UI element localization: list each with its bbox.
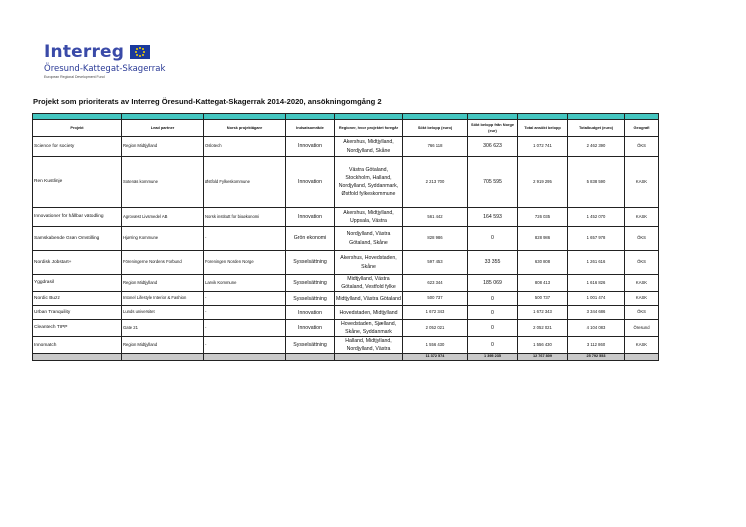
cell-norge: 0 (468, 320, 518, 337)
cell-geo: KASK (625, 157, 659, 208)
cell-total: 2 052 021 (518, 320, 568, 337)
cell-omrade: Innovation (286, 157, 335, 208)
cell-sokt: 2 213 700 (403, 157, 468, 208)
cell-norge: 705 595 (468, 157, 518, 208)
cell-omrade: Grön ekonomi (286, 227, 335, 251)
col-norsk-projektagare: Norsk projektägare (204, 120, 286, 137)
cell-total: 1 672 343 (518, 306, 568, 320)
cell-norge: 0 (468, 337, 518, 354)
cell-budget: 1 657 978 (568, 227, 625, 251)
logo-wordmark: Interreg (44, 42, 125, 62)
total-norge: 1 395 235 (468, 354, 518, 361)
cell-budget: 3 344 686 (568, 306, 625, 320)
cell-sokt: 828 986 (403, 227, 468, 251)
cell-sokt: 1 672 343 (403, 306, 468, 320)
page-title: Projekt som prioriterats av Interreg Öresund-Kattegat-Skagerrak 2014-2020, ansökningomgång 2 (33, 97, 382, 106)
cell-regioner: Akershus, Midtjylland, Uppsala, Västra (335, 208, 403, 227)
cell-total: 2 919 295 (518, 157, 568, 208)
cell-norsk: Foreningen Norden Norge (204, 251, 286, 275)
cell-geo: KASK (625, 275, 659, 292)
cell-geo: KASK (625, 292, 659, 306)
cell-norge: 164 593 (468, 208, 518, 227)
cell-geo: Öresund (625, 320, 659, 337)
cell-regioner: Halland, Midtjylland, Nordjylland, Västra (335, 337, 403, 354)
cell-total: 1 556 430 (518, 337, 568, 354)
cell-lead: Sotenäs kommune (122, 157, 204, 208)
total-ansokt: 12 767 809 (518, 354, 568, 361)
cell-total: 726 035 (518, 208, 568, 227)
cell-geo: ÖKS (625, 306, 659, 320)
cell-norsk: Larvik Kommune (204, 275, 286, 292)
interreg-logo (44, 42, 164, 87)
cell-budget: 1 616 826 (568, 275, 625, 292)
cell-budget: 5 838 590 (568, 157, 625, 208)
col-regioner: Regioner, hvor projektet foregår (335, 120, 403, 137)
cell-regioner: Midtjylland, Västra Götaland, Vestfold fylke (335, 275, 403, 292)
cell-geo: KASK (625, 208, 659, 227)
cell-projekt: Cleantech TIPP (33, 320, 122, 337)
col-projekt: Projekt (33, 120, 122, 137)
total-sokt: 11 372 574 (403, 354, 468, 361)
cell-regioner: Midtjylland, Västra Götaland (335, 292, 403, 306)
cell-regioner: Akershus, Midtjylland, Nordjylland, Skåne (335, 137, 403, 157)
cell-lead: Region Midtjylland (122, 137, 204, 157)
cell-omrade: Sysselsättning (286, 275, 335, 292)
cell-norsk: Oslotech (204, 137, 286, 157)
cell-regioner: Västra Götaland, Stockholm, Halland, Nordjylland, Syddanmark, Østfold fylkeskommune (335, 157, 403, 208)
col-sokt-norge: Sökt belopp från Norge (eur) (468, 120, 518, 137)
cell-sokt: 1 556 430 (403, 337, 468, 354)
col-indsatsomrade: Indsatsområde (286, 120, 335, 137)
projects-table (32, 113, 659, 361)
table-row (33, 306, 659, 320)
eu-flag-icon (130, 45, 150, 59)
table-row (33, 292, 659, 306)
cell-norsk: - (204, 306, 286, 320)
col-sokt-belopp: Sökt belopp (euro) (403, 120, 468, 137)
cell-projekt: Nordisk Jobstart+ (33, 251, 122, 275)
cell-sokt: 623 344 (403, 275, 468, 292)
cell-projekt: Science for society (33, 137, 122, 157)
cell-projekt: Ren Kustlinje (33, 157, 122, 208)
table-row (33, 251, 659, 275)
cell-lead: Intonel Lifestyle Interior & Fashion (122, 292, 204, 306)
cell-projekt: Innovationer för hållbar vätodling (33, 208, 122, 227)
col-lead-partner: Lead partner (122, 120, 204, 137)
cell-norsk: - (204, 292, 286, 306)
cell-sokt: 500 737 (403, 292, 468, 306)
cell-omrade: Innovation (286, 137, 335, 157)
cell-norge: 0 (468, 227, 518, 251)
cell-lead: Region Midtjylland (122, 275, 204, 292)
cell-lead: Agrovæst Livsmedel AB (122, 208, 204, 227)
cell-sokt: 766 118 (403, 137, 468, 157)
col-geografi: Geografi (625, 120, 659, 137)
cell-geo: ÖKS (625, 227, 659, 251)
cell-geo: ÖKS (625, 137, 659, 157)
cell-norge: 185 069 (468, 275, 518, 292)
cell-norsk: - (204, 227, 286, 251)
cell-regioner: Hovedstaden, Sjælland, Skåne, Syddanmark (335, 320, 403, 337)
cell-projekt: Innomatch (33, 337, 122, 354)
table-row (33, 227, 659, 251)
cell-budget: 2 462 390 (568, 137, 625, 157)
cell-sokt: 2 052 021 (403, 320, 468, 337)
cell-regioner: Akershus, Hovedstaden, Skåne (335, 251, 403, 275)
cell-geo: KASK (625, 337, 659, 354)
table-row (33, 208, 659, 227)
logo-program: Öresund-Kattegat-Skagerrak (44, 64, 166, 74)
cell-norsk: Norsk institutt for bioøkonomi (204, 208, 286, 227)
cell-regioner: Hovedstaden, Midtjylland (335, 306, 403, 320)
cell-sokt: 561 442 (403, 208, 468, 227)
cell-geo: ÖKS (625, 251, 659, 275)
cell-omrade: Innovation (286, 306, 335, 320)
cell-lead: Lunds universitet (122, 306, 204, 320)
cell-omrade: Sysselsättning (286, 292, 335, 306)
cell-budget: 1 001 474 (568, 292, 625, 306)
cell-total: 828 986 (518, 227, 568, 251)
table-row (33, 320, 659, 337)
cell-projekt: Urban Tranquility (33, 306, 122, 320)
cell-omrade: Innovation (286, 208, 335, 227)
cell-projekt: Yggdrasil (33, 275, 122, 292)
col-totalbudget: Totalbudget (euro) (568, 120, 625, 137)
cell-budget: 1 261 616 (568, 251, 625, 275)
cell-budget: 1 452 070 (568, 208, 625, 227)
col-total-ansokt: Total ansökt belopp (518, 120, 568, 137)
cell-projekt: Nordic Buzz (33, 292, 122, 306)
table-row (33, 157, 659, 208)
cell-norsk: - (204, 337, 286, 354)
cell-projekt: Samskabende Grøn Omstilling (33, 227, 122, 251)
cell-omrade: Innovation (286, 320, 335, 337)
cell-omrade: Sysselsättning (286, 251, 335, 275)
cell-total: 1 072 741 (518, 137, 568, 157)
cell-sokt: 597 453 (403, 251, 468, 275)
cell-total: 808 413 (518, 275, 568, 292)
cell-norge: 0 (468, 306, 518, 320)
cell-norge: 306 623 (468, 137, 518, 157)
cell-total: 500 737 (518, 292, 568, 306)
cell-norsk: - (204, 320, 286, 337)
cell-regioner: Nordjylland, Västra Götaland, Skåne (335, 227, 403, 251)
table-header (33, 120, 659, 137)
cell-norge: 33 355 (468, 251, 518, 275)
cell-lead: Gate 21 (122, 320, 204, 337)
cell-lead: Föreningerne Nordens Forbund (122, 251, 204, 275)
cell-total: 630 808 (518, 251, 568, 275)
totals-row (33, 354, 659, 361)
total-budget: 25 792 553 (568, 354, 625, 361)
cell-omrade: Sysselsättning (286, 337, 335, 354)
cell-budget: 4 104 083 (568, 320, 625, 337)
cell-norge: 0 (468, 292, 518, 306)
cell-norsk: Østfold Fylkeskommune (204, 157, 286, 208)
table-row (33, 137, 659, 157)
cell-lead: Hjørring Kommune (122, 227, 204, 251)
cell-budget: 3 112 860 (568, 337, 625, 354)
logo-fund: European Regional Development Fund (44, 75, 105, 79)
cell-lead: Region Midtjylland (122, 337, 204, 354)
table-row (33, 275, 659, 292)
table-row (33, 337, 659, 354)
